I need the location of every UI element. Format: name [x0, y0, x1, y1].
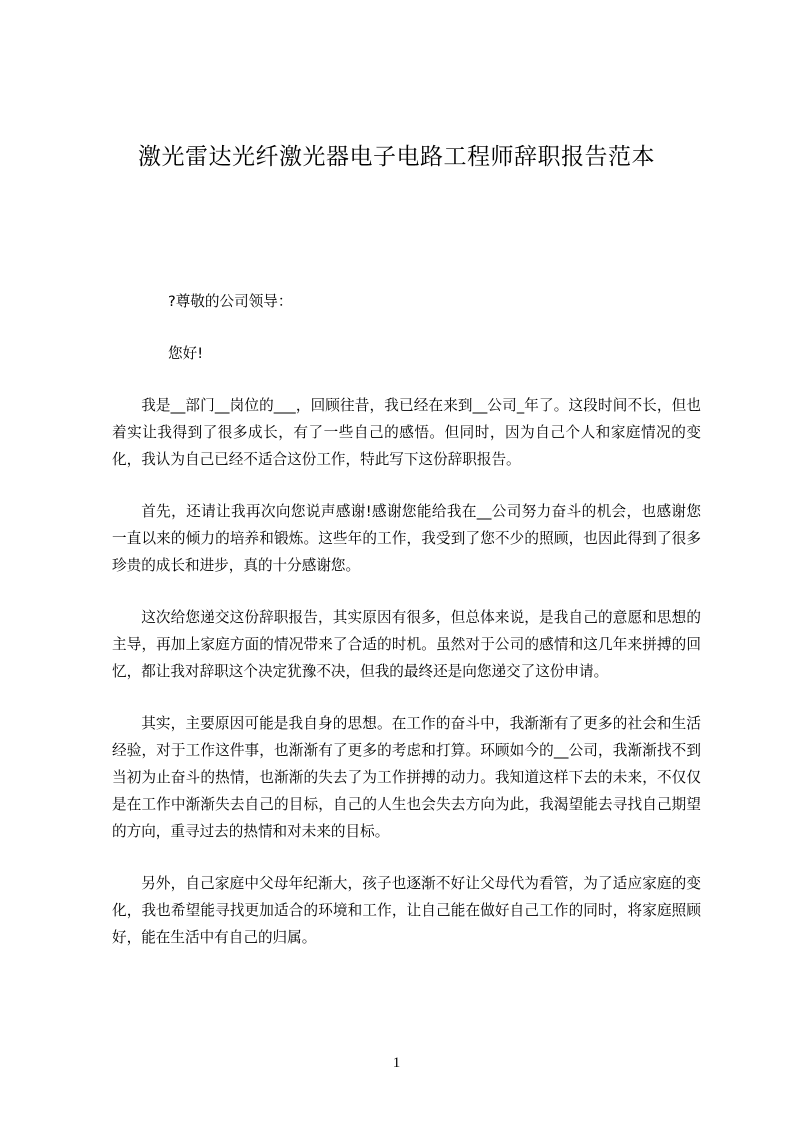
paragraph-gratitude: 首先，还请让我再次向您说声感谢!感谢您能给我在__公司努力奋斗的机会，也感谢您一直以来的倾力的培养和锻炼。这些年的工作，我受到了您不少的照顾，也因此得到了很多珍贵的成长和进步，真的十分感谢您。 [112, 503, 701, 574]
page-number: 1 [392, 1055, 401, 1071]
salutation: ?尊敬的公司领导： [168, 293, 293, 310]
paragraph-main-reason: 其实，主要原因可能是我自身的思想。在工作的奋斗中，我渐渐有了更多的社会和生活经验，对于工作这件事，也渐渐有了更多的考虑和打算。环顾如今的__公司，我渐渐找不到当初为止奋斗的热情，也渐渐的失去了为工作拼搏的动力。我知道这样下去的未来，不仅仅是在工作中渐渐失去自己的目标，自己的人生也会失去方向为此，我渴望能去寻找自己期望的方向，重寻过去的热情和对未来的目标。 [112, 715, 701, 840]
document-title: 激光雷达光纤激光器电子电路工程师辞职报告范本 [138, 144, 655, 170]
paragraph-introduction: 我是__部门__岗位的___，回顾往昔，我已经在来到__公司_年了。这段时间不长，但也着实让我得到了很多成长，有了一些自己的感悟。但同时，因为自己个人和家庭情况的变化，我认为自己已经不适合这份工作，特此写下这份辞职报告。 [112, 397, 701, 468]
greeting: 您好! [168, 345, 204, 362]
letter-body [104, 288, 701, 951]
paragraph-family-reason: 另外，自己家庭中父母年纪渐大，孩子也逐渐不好让父母代为看管，为了适应家庭的变化，我也希望能寻找更加适合的环境和工作，让自己能在做好自己工作的同时，将家庭照顾好，能在生活中有自己的归属。 [112, 875, 701, 946]
paragraph-decision: 这次给您递交这份辞职报告，其实原因有很多，但总体来说，是我自己的意愿和思想的主导，再加上家庭方面的情况带来了合适的时机。虽然对于公司的感情和这几年来拼搏的回忆，都让我对辞职这个决定犹豫不决，但我的最终还是向您递交了这份申请。 [112, 609, 701, 680]
